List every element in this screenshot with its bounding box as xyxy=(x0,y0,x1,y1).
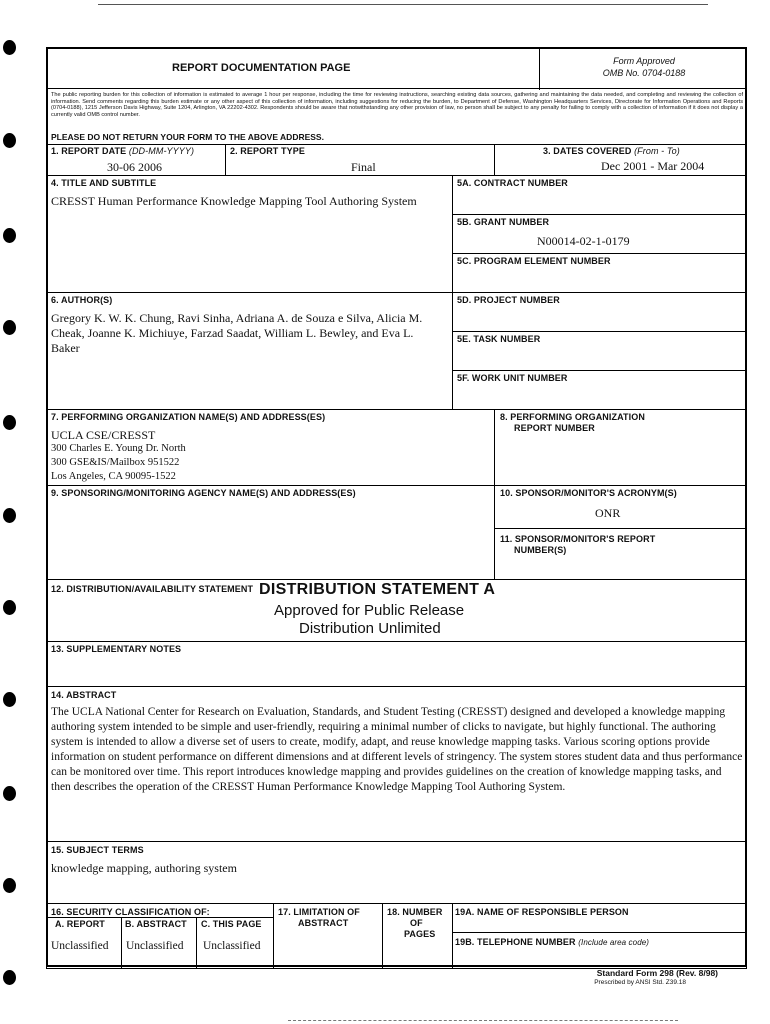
punch-hole xyxy=(3,786,16,801)
address-line: Los Angeles, CA 90095-1522 xyxy=(51,471,176,482)
sponsor-acronym-field[interactable] xyxy=(494,485,747,529)
grant-number-label: 5B. GRANT NUMBER xyxy=(457,217,550,227)
program-element-label: 5C. PROGRAM ELEMENT NUMBER xyxy=(457,256,611,266)
authors-label: 6. AUTHOR(S) xyxy=(51,295,113,305)
punch-hole xyxy=(3,133,16,148)
security-report-field[interactable] xyxy=(46,917,122,969)
report-type-label: 2. REPORT TYPE xyxy=(230,146,305,156)
security-abstract-value: Unclassified xyxy=(126,940,184,952)
author-line: Gregory K. W. K. Chung, Ravi Sinha, Adriana A. de Souza e Silva, Alicia M. xyxy=(51,311,423,325)
distribution-field[interactable] xyxy=(46,579,747,642)
report-date-value: 30-06 2006 xyxy=(107,160,162,174)
contract-number-field[interactable] xyxy=(452,175,747,215)
distribution-stamp-line-2: Distribution Unlimited xyxy=(299,620,441,637)
responsible-person-label: 19A. NAME OF RESPONSIBLE PERSON xyxy=(455,907,629,917)
authors-field[interactable] xyxy=(46,292,453,410)
security-report-value: Unclassified xyxy=(51,940,109,952)
telephone-hint: (Include area code) xyxy=(578,938,650,947)
address-line: 300 GSE&IS/Mailbox 951522 xyxy=(51,457,180,468)
number-of-pages-label-3: PAGES xyxy=(404,929,436,939)
report-date-label: 1. REPORT DATE xyxy=(51,146,127,156)
punch-hole xyxy=(3,415,16,430)
scan-top-line xyxy=(98,4,708,5)
security-report-label: A. REPORT xyxy=(55,919,105,929)
standard-form-label: Standard Form 298 (Rev. 8/98) xyxy=(596,968,718,978)
limitation-label-2: ABSTRACT xyxy=(298,918,349,928)
sponsoring-agency-label: 9. SPONSORING/MONITORING AGENCY NAME(S) AND ADDRESS(ES) xyxy=(51,488,356,498)
title-field[interactable] xyxy=(46,175,453,293)
security-classification-label: 16. SECURITY CLASSIFICATION OF: xyxy=(51,907,210,917)
punch-hole xyxy=(3,970,16,985)
sponsor-acronym-value: ONR xyxy=(595,506,621,520)
performing-org-field[interactable] xyxy=(46,409,495,486)
security-abstract-field[interactable] xyxy=(121,917,197,969)
form-approved-text: Form Approved xyxy=(613,56,675,66)
subject-terms-value: knowledge mapping, authoring system xyxy=(51,861,237,875)
title-label: 4. TITLE AND SUBTITLE xyxy=(51,178,157,188)
report-type-value: Final xyxy=(351,160,376,174)
telephone-number-field[interactable] xyxy=(452,932,747,969)
abstract-text: The UCLA National Center for Research on Evaluation, Standards, and Student Testing (CRESST) designed and developed a knowledge mapping authoring system intended to be simple and user-friendly, requiring a minimal number of clicks to navigate, but highly functional. The authoring system is intended to allow a diverse set of users to create, modify, adapt, and reuse knowledge mapping tasks. Various scoring options provide information on student performance on different dimensions and at different levels of stringency. The system stores student data and thus performance can be monitored over time. This report introduces knowledge mapping and provides guidelines on the creation of knowledge mapping tasks, and then describes the operation of the CRESST Human Performance Knowledge Mapping Tool Authoring System. xyxy=(51,706,743,793)
author-line: Baker xyxy=(51,341,80,355)
sponsor-report-label: 11. SPONSOR/MONITOR'S REPORT xyxy=(500,534,656,544)
security-abstract-label: B. ABSTRACT xyxy=(125,919,187,929)
title-value: CRESST Human Performance Knowledge Mapping Tool Authoring System xyxy=(51,194,417,208)
sponsor-report-label-2: NUMBER(S) xyxy=(514,545,567,555)
sponsor-acronym-label: 10. SPONSOR/MONITOR'S ACRONYM(S) xyxy=(500,488,677,498)
address-line: 300 Charles E. Young Dr. North xyxy=(51,443,186,454)
distribution-stamp-line-1: Approved for Public Release xyxy=(274,602,465,619)
performing-report-field[interactable] xyxy=(494,409,747,486)
limitation-label: 17. LIMITATION OF xyxy=(278,907,360,917)
security-this-page-label: C. THIS PAGE xyxy=(201,919,262,929)
omb-box xyxy=(539,48,748,90)
address-line: UCLA CSE/CRESST xyxy=(51,428,156,442)
supplementary-notes-field[interactable] xyxy=(46,641,747,687)
omb-number: OMB No. 0704-0188 xyxy=(602,68,686,78)
number-of-pages-label: 18. NUMBER xyxy=(387,907,443,917)
task-number-field[interactable] xyxy=(452,331,747,371)
performing-org-address xyxy=(51,428,186,484)
grant-number-value: N00014-02-1-0179 xyxy=(537,234,630,248)
performing-org-label: 7. PERFORMING ORGANIZATION NAME(S) AND ADDRESS(ES) xyxy=(51,412,326,422)
performing-report-label: 8. PERFORMING ORGANIZATION xyxy=(500,412,645,422)
form-title: REPORT DOCUMENTATION PAGE xyxy=(172,62,351,74)
dates-covered-value: Dec 2001 - Mar 2004 xyxy=(601,159,705,173)
dates-covered-label: 3. DATES COVERED xyxy=(543,146,632,156)
punch-hole xyxy=(3,692,16,707)
burden-statement: The public reporting burden for this collection of information is estimated to average 1 hour per response, including the time for reviewing instructions, searching existing data sources, gathering and maintaining the data needed, and completing and reviewing the collection of information. Send comments regarding this burden estimate or any other aspect of this collection of information, including suggestions for reducing the burden, to Department of Defense, Washington Headquarters Services, Directorate for Information Operations and Reports (0704-0188), 1215 Jefferson Davis Highway, Suite 1204, Arlington, VA 22202-4302. Respondents should be aware that notwithstanding any other provision of law, no person shall be subject to any penalty for failing to comply with a collection of information if it does not display a currently valid OMB control number. xyxy=(51,92,743,118)
security-this-page-field[interactable] xyxy=(196,917,274,969)
punch-hole xyxy=(3,320,16,335)
limitation-field[interactable] xyxy=(273,903,383,969)
supplementary-notes-label: 13. SUPPLEMENTARY NOTES xyxy=(51,644,182,654)
punch-hole xyxy=(3,40,16,55)
task-number-label: 5E. TASK NUMBER xyxy=(457,334,541,344)
telephone-label: 19B. TELEPHONE NUMBER xyxy=(455,937,576,947)
program-element-field[interactable] xyxy=(452,253,747,293)
dates-covered-field[interactable] xyxy=(494,144,747,176)
number-of-pages-label-2: OF xyxy=(410,918,423,928)
work-unit-label: 5F. WORK UNIT NUMBER xyxy=(457,373,568,383)
punch-hole xyxy=(3,508,16,523)
security-this-page-value: Unclassified xyxy=(203,940,261,952)
sponsoring-agency-field[interactable] xyxy=(46,485,495,580)
authors-value xyxy=(51,311,422,356)
abstract-label: 14. ABSTRACT xyxy=(51,690,117,700)
responsible-person-field[interactable] xyxy=(452,903,747,933)
punch-hole xyxy=(3,228,16,243)
subject-terms-field[interactable] xyxy=(46,841,747,904)
author-line: Cheak, Joanne K. Michiuye, Farzad Saadat, William L. Bewley, and Eva L. xyxy=(51,326,414,340)
punch-hole xyxy=(3,878,16,893)
abstract-field[interactable] xyxy=(46,686,747,842)
report-date-field[interactable] xyxy=(46,144,226,176)
report-date-hint: (DD-MM-YYYY) xyxy=(128,146,195,156)
ansi-prescribed-label: Prescribed by ANSI Std. Z39.18 xyxy=(594,979,686,986)
project-number-label: 5D. PROJECT NUMBER xyxy=(457,295,560,305)
contract-number-label: 5A. CONTRACT NUMBER xyxy=(457,178,568,188)
return-warning: PLEASE DO NOT RETURN YOUR FORM TO THE ABOVE ADDRESS. xyxy=(51,132,324,142)
grant-number-field[interactable] xyxy=(452,214,747,254)
subject-terms-label: 15. SUBJECT TERMS xyxy=(51,845,144,855)
sponsor-report-field[interactable] xyxy=(494,528,747,580)
report-documentation-form xyxy=(46,47,747,967)
work-unit-field[interactable] xyxy=(452,370,747,410)
scan-bottom-line xyxy=(288,1020,678,1022)
form-header xyxy=(46,47,747,89)
distribution-stamp-title: DISTRIBUTION STATEMENT A xyxy=(259,581,496,598)
project-number-field[interactable] xyxy=(452,292,747,332)
number-of-pages-field[interactable] xyxy=(382,903,453,969)
performing-report-label-2: REPORT NUMBER xyxy=(514,423,595,433)
punch-hole xyxy=(3,600,16,615)
dates-covered-hint: (From - To) xyxy=(634,146,680,156)
distribution-label: 12. DISTRIBUTION/AVAILABILITY STATEMENT xyxy=(51,584,254,594)
report-type-field[interactable] xyxy=(225,144,495,176)
